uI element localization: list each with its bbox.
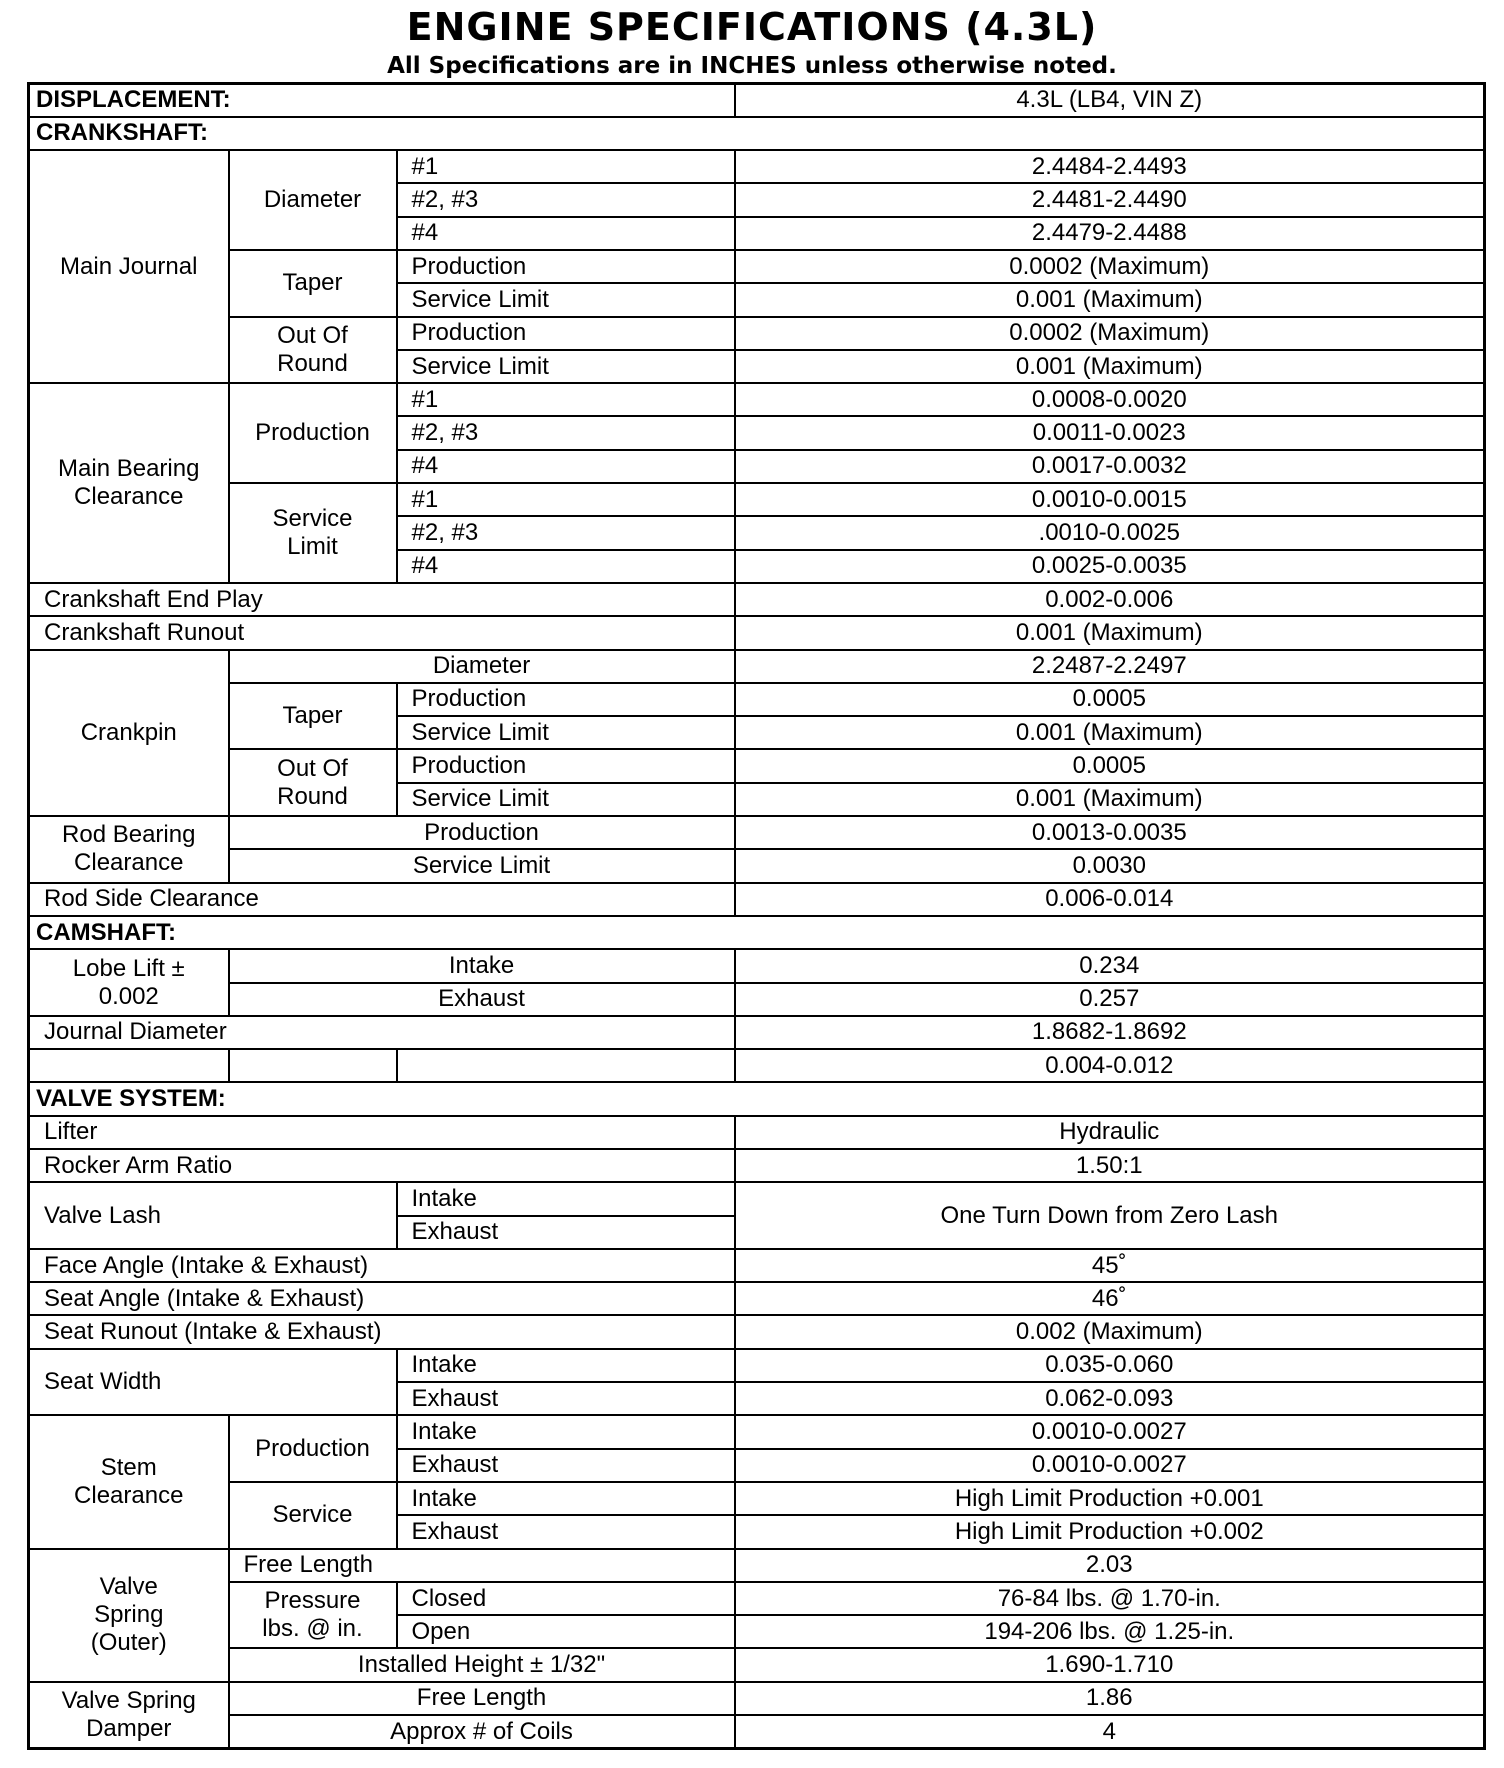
value-cell: 0.0010-0.0027: [735, 1449, 1485, 1482]
table-row: [29, 84, 1485, 117]
table-row: [29, 150, 1485, 183]
item-label: Closed: [397, 1582, 735, 1615]
item-label: Production: [397, 749, 735, 782]
item-label: #2, #3: [397, 516, 735, 549]
value-cell: 76-84 lbs. @ 1.70-in.: [735, 1582, 1485, 1615]
item-label: Seat Runout (Intake & Exhaust): [29, 1315, 735, 1348]
subgroup-out-of-round: Out Of Round: [229, 317, 397, 384]
value-cell: 0.0013-0.0035: [735, 816, 1485, 849]
table-row: [29, 616, 1485, 649]
table-row: [29, 650, 1485, 683]
item-label: Free Length: [229, 1549, 735, 1582]
value-cell: 0.002 (Maximum): [735, 1315, 1485, 1348]
item-label: Intake: [397, 1349, 735, 1382]
item-label: Production: [397, 250, 735, 283]
item-label: #1: [397, 383, 735, 416]
page-title: ENGINE SPECIFICATIONS (4.3L): [406, 5, 1098, 49]
item-label: Lifter: [29, 1116, 735, 1149]
table-row: [29, 1082, 1485, 1115]
subgroup-pressure: Pressure lbs. @ in.: [229, 1582, 397, 1649]
value-cell: 2.2487-2.2497: [735, 650, 1485, 683]
value-cell: 0.004-0.012: [735, 1049, 1485, 1082]
value-cell: 4.3L (LB4, VIN Z): [735, 84, 1485, 117]
group-stem-clearance: Stem Clearance: [29, 1415, 229, 1548]
item-label: Intake: [397, 1482, 735, 1515]
group-crankpin: Crankpin: [29, 650, 229, 816]
value-cell: High Limit Production +0.002: [735, 1515, 1485, 1548]
item-label: Exhaust: [397, 1382, 735, 1415]
subgroup-out-of-round: Out Of Round: [229, 749, 397, 816]
value-cell: 2.4484-2.4493: [735, 150, 1485, 183]
value-cell: 0.001 (Maximum): [735, 283, 1485, 316]
item-label: Intake: [397, 1182, 735, 1215]
value-cell: 0.006-0.014: [735, 883, 1485, 916]
item-label: Crankshaft End Play: [29, 583, 735, 616]
table-row: [29, 1349, 1485, 1382]
table-row: [29, 1182, 1485, 1215]
page-subtitle: All Specifications are in INCHES unless otherwise noted.: [387, 53, 1117, 79]
item-label: Production: [397, 317, 735, 350]
item-label: Service Limit: [397, 283, 735, 316]
section-crankshaft: CRANKSHAFT:: [29, 117, 1485, 150]
item-label: Intake: [229, 949, 735, 982]
value-cell: 0.0017-0.0032: [735, 450, 1485, 483]
value-cell: 0.0010-0.0027: [735, 1415, 1485, 1448]
value-cell: 0.0011-0.0023: [735, 416, 1485, 449]
value-cell: 0.001 (Maximum): [735, 350, 1485, 383]
table-row: [29, 1682, 1485, 1715]
group-valve-spring-damper: Valve Spring Damper: [29, 1682, 229, 1749]
value-cell: 1.86: [735, 1682, 1485, 1715]
value-cell: 0.0025-0.0035: [735, 550, 1485, 583]
value-cell: One Turn Down from Zero Lash: [735, 1182, 1485, 1249]
value-cell: 2.4479-2.4488: [735, 217, 1485, 250]
value-cell: 0.0002 (Maximum): [735, 317, 1485, 350]
value-cell: 1.8682-1.8692: [735, 1016, 1485, 1049]
empty-cell: [29, 1049, 229, 1082]
item-label: Face Angle (Intake & Exhaust): [29, 1249, 735, 1282]
group-rod-bearing-clearance: Rod Bearing Clearance: [29, 816, 229, 883]
value-cell: 0.035-0.060: [735, 1349, 1485, 1382]
value-cell: 0.0010-0.0015: [735, 483, 1485, 516]
subgroup-diameter: Diameter: [229, 150, 397, 250]
table-row: [29, 1648, 1485, 1681]
item-label: Installed Height ± 1/32": [229, 1648, 735, 1681]
value-cell: 0.001 (Maximum): [735, 716, 1485, 749]
item-label: Diameter: [229, 650, 735, 683]
table-row: [29, 1149, 1485, 1182]
table-row: [29, 949, 1485, 982]
section-camshaft: CAMSHAFT:: [29, 916, 1485, 949]
value-cell: 2.4481-2.4490: [735, 183, 1485, 216]
value-cell: 0.002-0.006: [735, 583, 1485, 616]
value-cell: High Limit Production +0.001: [735, 1482, 1485, 1515]
table-row: [29, 117, 1485, 150]
group-seat-width: Seat Width: [29, 1349, 397, 1416]
table-row: [29, 749, 1485, 782]
value-cell: 0.257: [735, 983, 1485, 1016]
table-row: [29, 683, 1485, 716]
subgroup-service-limit: Service Limit: [229, 483, 397, 583]
table-row: [29, 883, 1485, 916]
value-cell: 0.001 (Maximum): [735, 783, 1485, 816]
table-row: [29, 1482, 1485, 1515]
item-label: Service Limit: [397, 716, 735, 749]
value-cell: 1.50:1: [735, 1149, 1485, 1182]
table-row: [29, 1415, 1485, 1448]
item-label: Service Limit: [229, 849, 735, 882]
item-label: Open: [397, 1615, 735, 1648]
value-cell: 0.0008-0.0020: [735, 383, 1485, 416]
value-cell: 0.001 (Maximum): [735, 616, 1485, 649]
group-valve-spring-outer: Valve Spring (Outer): [29, 1549, 229, 1682]
item-label: #4: [397, 550, 735, 583]
item-label: Service Limit: [397, 350, 735, 383]
table-row: [29, 1049, 1485, 1082]
table-row: [29, 1315, 1485, 1348]
value-cell: 1.690-1.710: [735, 1648, 1485, 1681]
table-row: [29, 317, 1485, 350]
item-label: Exhaust: [397, 1216, 735, 1249]
table-row: [29, 1282, 1485, 1315]
table-row: [29, 1249, 1485, 1282]
item-label: Rod Side Clearance: [29, 883, 735, 916]
subgroup-production: Production: [229, 383, 397, 483]
group-main-journal: Main Journal: [29, 150, 229, 383]
item-label: Exhaust: [397, 1515, 735, 1548]
value-cell: 0.0005: [735, 683, 1485, 716]
empty-cell: [229, 1049, 397, 1082]
table-row: [29, 983, 1485, 1016]
table-row: [29, 849, 1485, 882]
value-cell: 0.0030: [735, 849, 1485, 882]
item-label: Service Limit: [397, 783, 735, 816]
table-row: [29, 583, 1485, 616]
value-cell: 45˚: [735, 1249, 1485, 1282]
item-label: #1: [397, 150, 735, 183]
table-row: [29, 816, 1485, 849]
item-label: Seat Angle (Intake & Exhaust): [29, 1282, 735, 1315]
value-cell: Hydraulic: [735, 1116, 1485, 1149]
group-main-bearing-clearance: Main Bearing Clearance: [29, 383, 229, 583]
value-cell: 194-206 lbs. @ 1.25-in.: [735, 1615, 1485, 1648]
item-label: Production: [397, 683, 735, 716]
item-label: #4: [397, 217, 735, 250]
table-row: [29, 1116, 1485, 1149]
item-label: Free Length: [229, 1682, 735, 1715]
value-cell: 2.03: [735, 1549, 1485, 1582]
table-row: [29, 383, 1485, 416]
table-row: [29, 1016, 1485, 1049]
subgroup-taper: Taper: [229, 683, 397, 750]
group-lobe-lift: Lobe Lift ± 0.002: [29, 949, 229, 1016]
table-row: [29, 1582, 1485, 1615]
item-label: Exhaust: [397, 1449, 735, 1482]
item-label: Crankshaft Runout: [29, 616, 735, 649]
item-label: Production: [229, 816, 735, 849]
subgroup-service: Service: [229, 1482, 397, 1549]
empty-cell: [397, 1049, 735, 1082]
item-label: #2, #3: [397, 183, 735, 216]
value-cell: 46˚: [735, 1282, 1485, 1315]
spec-table: [27, 82, 1486, 1750]
item-label: Exhaust: [229, 983, 735, 1016]
item-label: Approx # of Coils: [229, 1715, 735, 1748]
item-label: Intake: [397, 1415, 735, 1448]
value-cell: 0.234: [735, 949, 1485, 982]
section-displacement: DISPLACEMENT:: [29, 84, 735, 117]
section-valve-system: VALVE SYSTEM:: [29, 1082, 1485, 1115]
item-label: #1: [397, 483, 735, 516]
value-cell: 0.062-0.093: [735, 1382, 1485, 1415]
table-row: [29, 483, 1485, 516]
table-row: [29, 1715, 1485, 1748]
item-label: Journal Diameter: [29, 1016, 735, 1049]
item-label: #4: [397, 450, 735, 483]
group-valve-lash: Valve Lash: [29, 1182, 397, 1249]
value-cell: 4: [735, 1715, 1485, 1748]
value-cell: 0.0005: [735, 749, 1485, 782]
table-row: [29, 916, 1485, 949]
value-cell: 0.0002 (Maximum): [735, 250, 1485, 283]
subgroup-taper: Taper: [229, 250, 397, 317]
item-label: Rocker Arm Ratio: [29, 1149, 735, 1182]
value-cell: .0010-0.0025: [735, 516, 1485, 549]
table-row: [29, 250, 1485, 283]
table-row: [29, 1549, 1485, 1582]
item-label: #2, #3: [397, 416, 735, 449]
subgroup-production: Production: [229, 1415, 397, 1482]
